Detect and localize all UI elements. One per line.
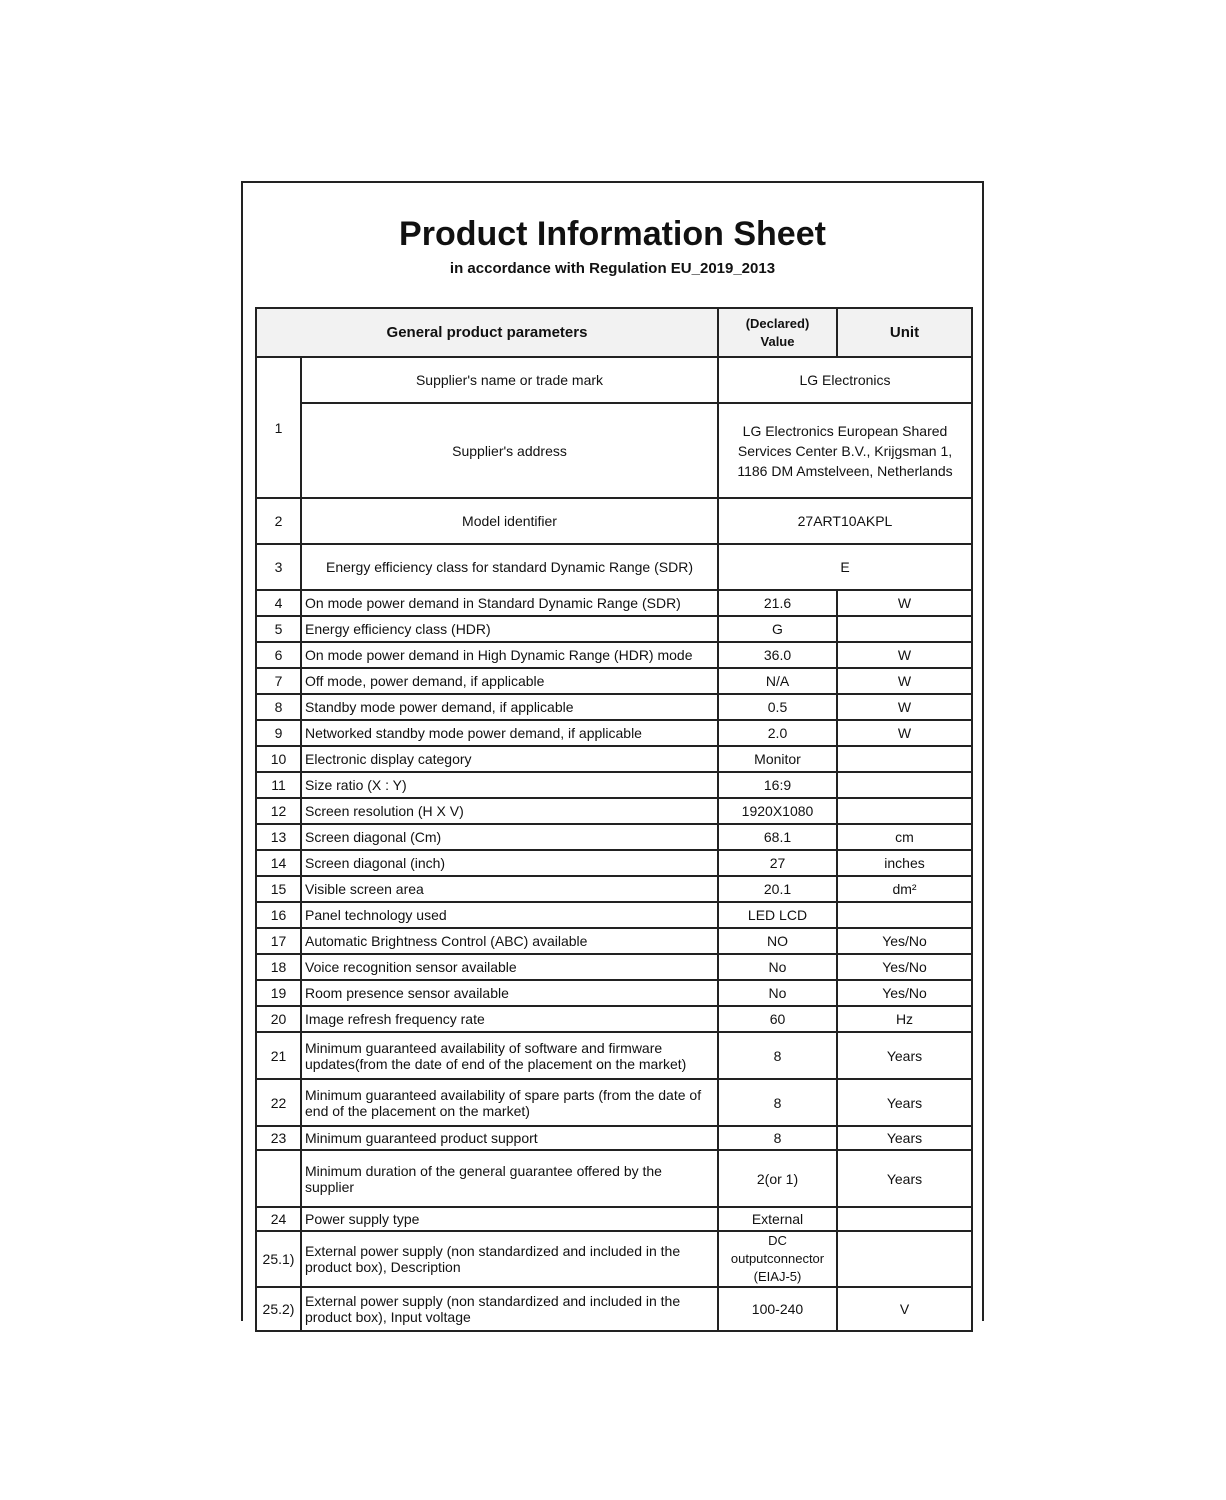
row-number: 1 — [256, 357, 301, 498]
table-row — [256, 876, 972, 902]
table-row — [256, 928, 972, 954]
table-row — [256, 850, 972, 876]
parameter-value: LED LCD — [718, 902, 837, 928]
row-number: 13 — [256, 824, 301, 850]
table-row — [256, 1287, 972, 1331]
parameter-label: Automatic Brightness Control (ABC) available — [301, 928, 718, 954]
supplier-name-label: Supplier's name or trade mark — [301, 357, 718, 403]
row-number: 15 — [256, 876, 301, 902]
row-number: 7 — [256, 668, 301, 694]
row-number: 22 — [256, 1079, 301, 1126]
parameter-unit: W — [837, 668, 972, 694]
table-row — [256, 1079, 972, 1126]
parameter-value: NO — [718, 928, 837, 954]
parameter-label: Off mode, power demand, if applicable — [301, 668, 718, 694]
parameter-label: External power supply (non standardized and included in the product box), Description — [301, 1231, 718, 1287]
parameter-label: External power supply (non standardized and included in the product box), Input voltage — [301, 1287, 718, 1331]
table-row — [256, 1207, 972, 1231]
parameter-unit — [837, 746, 972, 772]
row-number: 24 — [256, 1207, 301, 1231]
parameter-unit: Yes/No — [837, 980, 972, 1006]
parameter-unit: dm² — [837, 876, 972, 902]
parameter-value: 16:9 — [718, 772, 837, 798]
parameter-label: Minimum duration of the general guarantee offered by the supplier — [301, 1150, 718, 1207]
row-number — [256, 1150, 301, 1207]
parameter-unit: Yes/No — [837, 954, 972, 980]
table-row — [256, 798, 972, 824]
parameters-table — [255, 307, 973, 1332]
parameter-unit: W — [837, 694, 972, 720]
row-number: 18 — [256, 954, 301, 980]
parameter-unit — [837, 1231, 972, 1287]
parameter-unit — [837, 772, 972, 798]
parameter-label: On mode power demand in High Dynamic Range (HDR) mode — [301, 642, 718, 668]
parameter-label: Voice recognition sensor available — [301, 954, 718, 980]
table-row — [256, 642, 972, 668]
parameter-label: Minimum guaranteed availability of software and firmware updates(from the date of end of the placement on the market) — [301, 1032, 718, 1079]
row-number: 19 — [256, 980, 301, 1006]
row-number: 16 — [256, 902, 301, 928]
table-row — [256, 616, 972, 642]
parameter-label: Power supply type — [301, 1207, 718, 1231]
row-number: 2 — [256, 498, 301, 544]
table-row — [256, 954, 972, 980]
row-number: 10 — [256, 746, 301, 772]
parameter-value: External — [718, 1207, 837, 1231]
sdr-class-label: Energy efficiency class for standard Dynamic Range (SDR) — [301, 544, 718, 590]
parameter-value: 8 — [718, 1032, 837, 1079]
parameter-unit: cm — [837, 824, 972, 850]
parameter-value: 68.1 — [718, 824, 837, 850]
parameter-unit — [837, 902, 972, 928]
table-row — [256, 746, 972, 772]
row-number: 5 — [256, 616, 301, 642]
parameter-value: 8 — [718, 1126, 837, 1150]
table-row — [256, 668, 972, 694]
table-row — [256, 590, 972, 616]
parameter-value: No — [718, 954, 837, 980]
parameter-label: Room presence sensor available — [301, 980, 718, 1006]
row-number: 4 — [256, 590, 301, 616]
row-number: 14 — [256, 850, 301, 876]
parameter-label: Size ratio (X : Y) — [301, 772, 718, 798]
table-row — [256, 902, 972, 928]
parameter-label: Image refresh frequency rate — [301, 1006, 718, 1032]
row-number: 6 — [256, 642, 301, 668]
parameter-value: 100-240 — [718, 1287, 837, 1331]
row-number: 25.1) — [256, 1231, 301, 1287]
parameter-unit — [837, 616, 972, 642]
header-unit: Unit — [837, 308, 972, 357]
table-row — [256, 772, 972, 798]
parameter-unit: Years — [837, 1032, 972, 1079]
header-general-parameters: General product parameters — [256, 308, 718, 357]
parameter-unit: W — [837, 720, 972, 746]
parameter-value: 20.1 — [718, 876, 837, 902]
sdr-class-value: E — [718, 544, 972, 590]
parameter-value: 2.0 — [718, 720, 837, 746]
row-number: 17 — [256, 928, 301, 954]
parameter-label: Minimum guaranteed product support — [301, 1126, 718, 1150]
parameter-label: Energy efficiency class (HDR) — [301, 616, 718, 642]
parameter-value: 2(or 1) — [718, 1150, 837, 1207]
row-number: 20 — [256, 1006, 301, 1032]
parameter-label: Screen resolution (H X V) — [301, 798, 718, 824]
parameter-value: 60 — [718, 1006, 837, 1032]
supplier-address-value: LG Electronics European Shared Services Center B.V., Krijgsman 1, 1186 DM Amstelveen, Netherlands — [718, 403, 972, 498]
parameter-value: 8 — [718, 1079, 837, 1126]
row-number: 21 — [256, 1032, 301, 1079]
parameter-value: 0.5 — [718, 694, 837, 720]
sheet-title: Product Information Sheet — [399, 215, 826, 253]
table-row — [256, 720, 972, 746]
parameter-label: Screen diagonal (inch) — [301, 850, 718, 876]
parameter-unit: W — [837, 642, 972, 668]
product-information-sheet — [241, 181, 984, 1325]
table-row — [256, 1006, 972, 1032]
parameter-unit: Yes/No — [837, 928, 972, 954]
parameter-label: Electronic display category — [301, 746, 718, 772]
parameter-unit: Years — [837, 1126, 972, 1150]
table-row — [256, 1032, 972, 1079]
row-number: 23 — [256, 1126, 301, 1150]
parameter-unit — [837, 1207, 972, 1231]
parameter-value: 27 — [718, 850, 837, 876]
parameter-unit: Hz — [837, 1006, 972, 1032]
parameter-label: Networked standby mode power demand, if applicable — [301, 720, 718, 746]
model-identifier-value: 27ART10AKPL — [718, 498, 972, 544]
parameter-unit — [837, 798, 972, 824]
parameter-value: G — [718, 616, 837, 642]
parameter-value: No — [718, 980, 837, 1006]
parameter-value: 1920X1080 — [718, 798, 837, 824]
row-number: 11 — [256, 772, 301, 798]
parameter-unit: W — [837, 590, 972, 616]
supplier-address-label: Supplier's address — [301, 403, 718, 498]
parameter-unit: Years — [837, 1150, 972, 1207]
parameter-value: DC outputconnector (EIAJ-5) — [718, 1231, 837, 1287]
table-row — [256, 824, 972, 850]
parameter-label: Standby mode power demand, if applicable — [301, 694, 718, 720]
parameter-value: N/A — [718, 668, 837, 694]
parameter-label: Panel technology used — [301, 902, 718, 928]
row-number: 8 — [256, 694, 301, 720]
row-number: 9 — [256, 720, 301, 746]
row-number: 3 — [256, 544, 301, 590]
parameter-unit: Years — [837, 1079, 972, 1126]
parameter-unit: inches — [837, 850, 972, 876]
parameter-label: Minimum guaranteed availability of spare parts (from the date of end of the placement on the market) — [301, 1079, 718, 1126]
header-declared-value: (Declared) Value — [718, 308, 837, 357]
table-row — [256, 694, 972, 720]
row-number: 25.2) — [256, 1287, 301, 1331]
table-row — [256, 1126, 972, 1150]
parameter-value: 36.0 — [718, 642, 837, 668]
row-number: 12 — [256, 798, 301, 824]
sheet-subtitle: in accordance with Regulation EU_2019_2013 — [449, 260, 776, 277]
table-row — [256, 1150, 972, 1207]
table-row — [256, 1231, 972, 1287]
parameter-unit: V — [837, 1287, 972, 1331]
parameter-label: Visible screen area — [301, 876, 718, 902]
parameter-label: On mode power demand in Standard Dynamic Range (SDR) — [301, 590, 718, 616]
supplier-name-value: LG Electronics — [718, 357, 972, 403]
model-identifier-label: Model identifier — [301, 498, 718, 544]
table-row — [256, 980, 972, 1006]
parameter-value: 21.6 — [718, 590, 837, 616]
parameter-label: Screen diagonal (Cm) — [301, 824, 718, 850]
parameter-value: Monitor — [718, 746, 837, 772]
